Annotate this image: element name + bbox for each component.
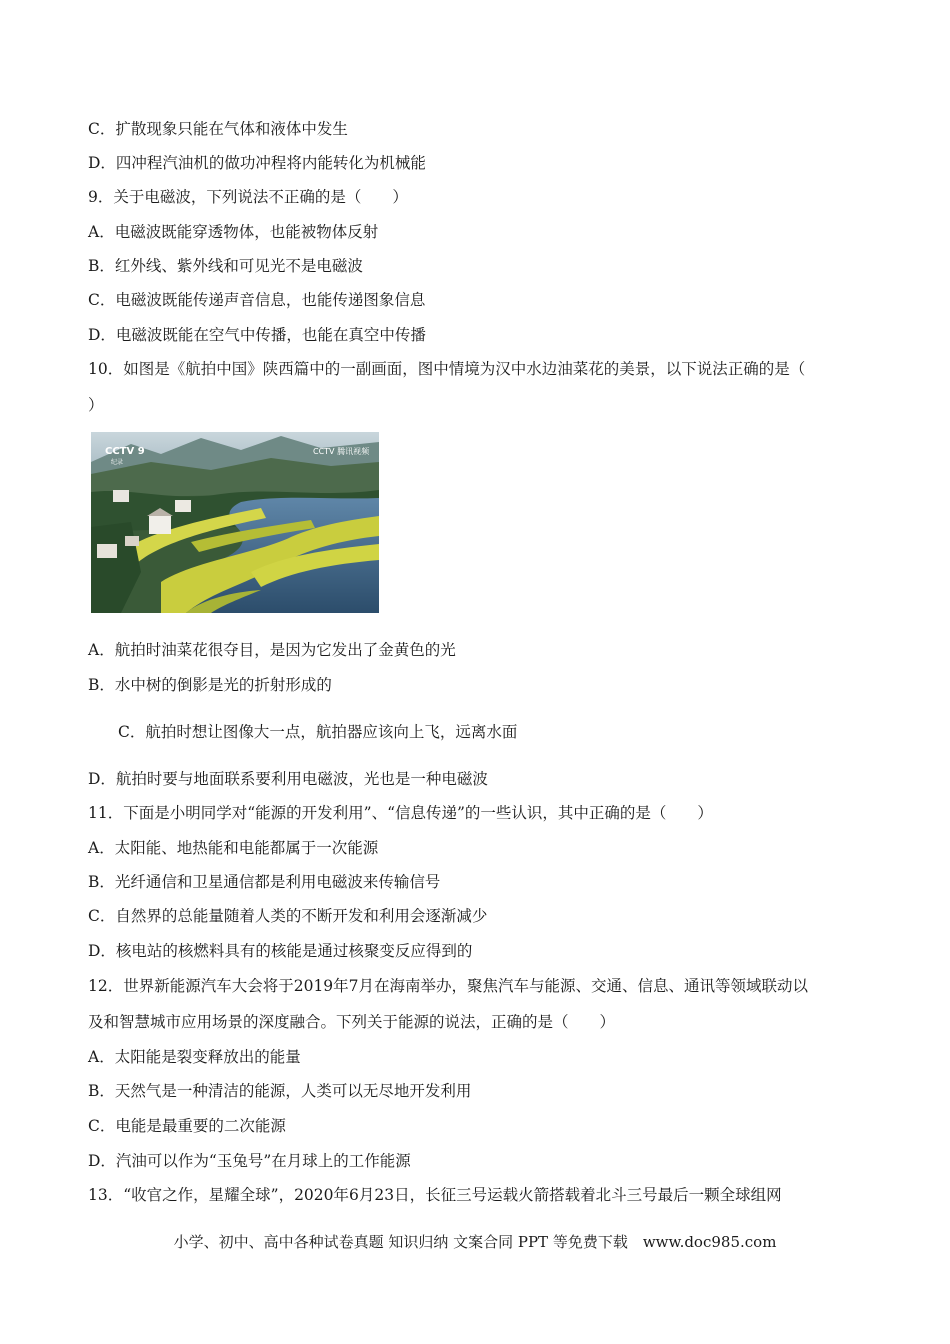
aerial-photo-drawing [91,432,379,613]
option-line: D．核电站的核燃料具有的核能是通过核聚变反应得到的 [88,942,473,960]
option-line: C．航拍时想让图像大一点，航拍器应该向上飞，远离水面 [118,723,518,741]
question-line: 10．如图是《航拍中国》陕西篇中的一副画面，图中情境为汉中水边油菜花的美景，以下说法正确的是（ [88,360,806,378]
question-line: 及和智慧城市应用场景的深度融合。下列关于能源的说法，正确的是（ ） [88,1013,616,1031]
aerial-photo [91,432,379,613]
question-line: 11．下面是小明同学对“能源的开发利用”、“信息传递”的一些认识，其中正确的是（ ） [88,804,713,822]
option-line: B．天然气是一种清洁的能源，人类可以无尽地开发利用 [88,1082,472,1100]
option-line: C．电磁波既能传递声音信息，也能传递图象信息 [88,291,426,309]
question-line: 13．“收官之作，星耀全球”，2020年6月23日，长征三号运载火箭搭载着北斗三号最后一颗全球组网 [88,1186,782,1204]
channel-logo-subtext: 纪录 [111,459,124,466]
question-line: 12．世界新能源汽车大会将于2019年7月在海南举办，聚焦汽车与能源、交通、信息、通讯等领域联动以 [88,977,809,995]
option-line: C．电能是最重要的二次能源 [88,1117,286,1135]
question-line: ） [88,396,104,414]
option-line: B．红外线、紫外线和可见光不是电磁波 [88,257,363,275]
watermark-text: CCTV 腾讯视频 [313,447,370,456]
option-line: D．航拍时要与地面联系要利用电磁波，光也是一种电磁波 [88,770,488,788]
option-line: A．太阳能、地热能和电能都属于一次能源 [88,839,379,857]
option-line: A．航拍时油菜花很夺目，是因为它发出了金黄色的光 [88,641,456,659]
page-footer: 小学、初中、高中各种试卷真题 知识归纳 文案合同 PPT 等免费下载 www.doc985.com [173,1233,777,1251]
option-line: D．汽油可以作为“玉兔号”在月球上的工作能源 [88,1152,411,1170]
option-line: A．太阳能是裂变释放出的能量 [88,1048,301,1066]
option-line: A．电磁波既能穿透物体，也能被物体反射 [88,223,379,241]
option-line: D．电磁波既能在空气中传播，也能在真空中传播 [88,326,426,344]
option-line: B．水中树的倒影是光的折射形成的 [88,676,332,694]
channel-logo-text: CCTV 9 [105,446,145,457]
option-line: C．自然界的总能量随着人类的不断开发和利用会逐渐减少 [88,907,488,925]
question-line: 9．关于电磁波，下列说法不正确的是（ ） [88,188,408,206]
option-line: B．光纤通信和卫星通信都是利用电磁波来传输信号 [88,873,441,891]
option-line: C．扩散现象只能在气体和液体中发生 [88,120,348,138]
option-line: D．四冲程汽油机的做功冲程将内能转化为机械能 [88,154,426,172]
